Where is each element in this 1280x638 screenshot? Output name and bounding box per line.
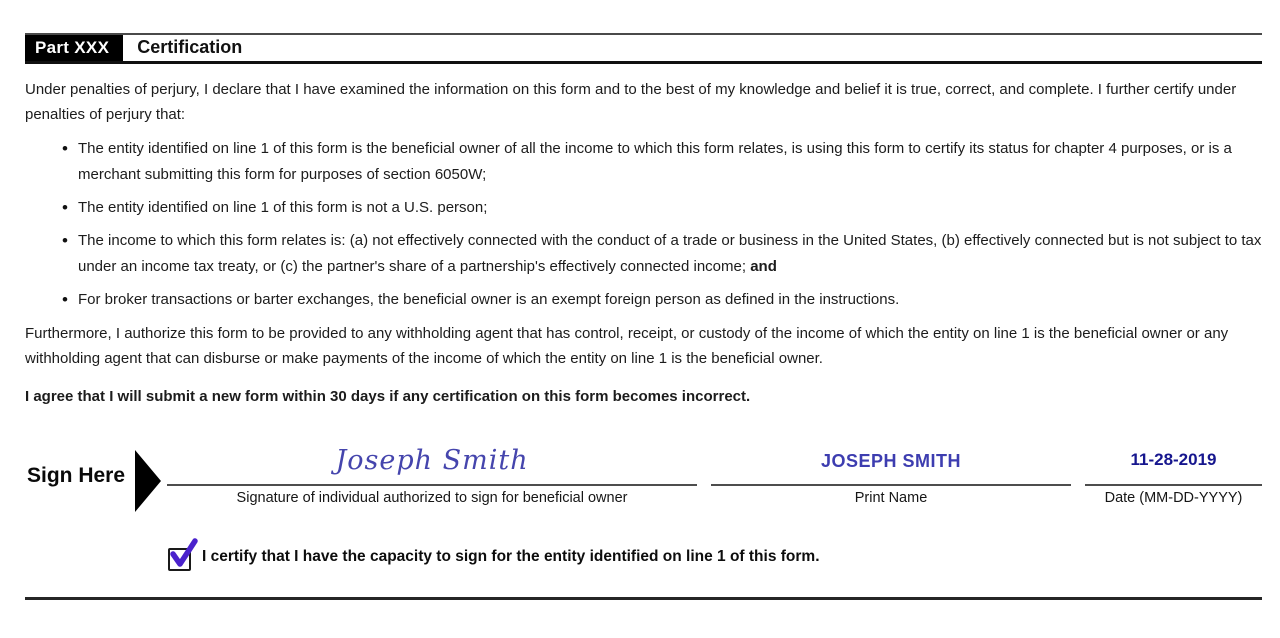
signature-block	[25, 445, 1262, 512]
date-field-label: Date (MM-DD-YYYY)	[1104, 490, 1243, 506]
bullet-beneficial-owner: • The entity identified on line 1 of this form is the beneficial owner of all the income to which this form relates, is using this form to certify its status for chapter 4 purposes, or is a merchant submitting this form for purposes of section 6050W;	[62, 136, 1262, 188]
print-name-value[interactable]: JOSEPH SMITH	[711, 451, 1071, 486]
signature-field[interactable]	[167, 445, 697, 512]
part-number-badge: Part XXX	[25, 35, 123, 61]
print-name-field[interactable]	[711, 451, 1071, 512]
bullet-broker-transactions: • For broker transactions or barter exchanges, the beneficial owner is an exempt foreign person as defined in the instructions.	[62, 287, 1262, 313]
certification-bullet-list	[25, 136, 1262, 313]
capacity-certification-label: I certify that I have the capacity to sign for the entity identified on line 1 of this form.	[202, 548, 820, 565]
capacity-checkbox[interactable]	[168, 546, 190, 568]
checkmark-icon	[169, 537, 199, 569]
certification-section	[0, 33, 1280, 600]
agreement-statement: I agree that I will submit a new form within 30 days if any certification on this form becomes incorrect.	[25, 388, 751, 405]
capacity-certification-row	[168, 544, 1262, 570]
furthermore-paragraph: Furthermore, I authorize this form to be provided to any withholding agent that has control, receipt, or custody of the income of which the entity on line 1 is the beneficial owner or any withholding agent that can disburse or make payments of the income of which the entity on line 1 is the beneficial owner.	[25, 325, 1229, 367]
part-header	[25, 33, 1262, 64]
sign-here-arrow-icon	[135, 450, 161, 512]
perjury-intro-paragraph: Under penalties of perjury, I declare that I have examined the information on this form and to the best of my knowledge and belief it is true, correct, and complete. I further certify under penalties of perjury that:	[25, 81, 1237, 123]
part-title: Certification	[137, 37, 243, 57]
signature-field-label: Signature of individual authorized to sign for beneficial owner	[236, 490, 628, 506]
bullet-income-relates: • The income to which this form relates is: (a) not effectively connected with the conduct of a trade or business in the United States, (b) effectively connected but is not subject to tax under an income tax treaty, or (c) the partner's share of a partnership's effectively connected income; and	[62, 228, 1262, 280]
date-value[interactable]: 11-28-2019	[1085, 450, 1262, 486]
date-field[interactable]	[1085, 450, 1262, 512]
print-name-field-label: Print Name	[854, 490, 928, 506]
bottom-divider	[25, 597, 1262, 600]
signature-value[interactable]: Joseph Smith	[167, 445, 697, 486]
sign-here-label: Sign Here	[27, 464, 126, 487]
bullet-not-us-person: • The entity identified on line 1 of this form is not a U.S. person;	[62, 195, 1262, 221]
